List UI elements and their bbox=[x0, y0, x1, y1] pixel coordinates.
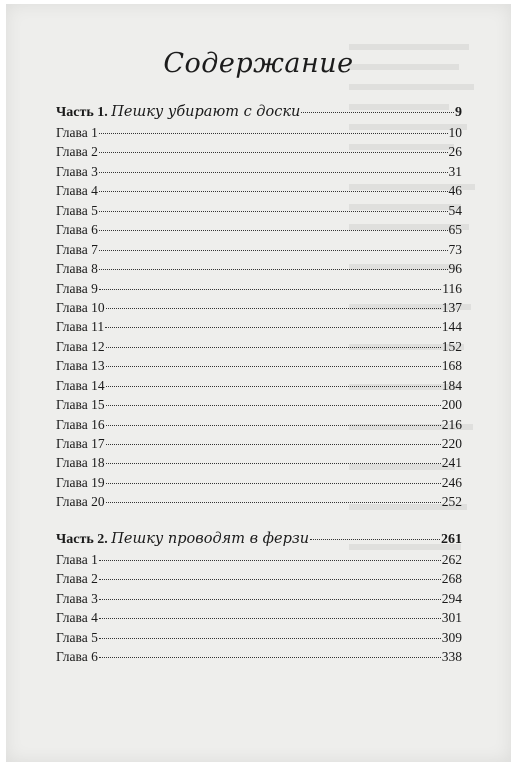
toc-chapter-row[interactable] bbox=[56, 492, 462, 511]
chapter-page-number: 46 bbox=[448, 183, 462, 199]
chapter-page-number: 31 bbox=[448, 163, 462, 179]
chapter-page-number: 220 bbox=[441, 436, 462, 451]
toc-chapter-row[interactable] bbox=[56, 317, 462, 336]
toc-chapter-row[interactable] bbox=[56, 608, 462, 627]
dot-leader bbox=[99, 599, 441, 600]
chapter-page-number: 184 bbox=[441, 377, 462, 393]
dot-leader bbox=[106, 502, 441, 503]
chapter-page-number: 301 bbox=[441, 610, 462, 626]
chapter-page-number: 116 bbox=[442, 280, 462, 296]
chapter-page-number: 338 bbox=[441, 649, 462, 665]
toc-chapter-row[interactable] bbox=[56, 647, 462, 666]
toc-chapter-row[interactable] bbox=[56, 356, 462, 375]
chapter-label: Глава 16 bbox=[56, 416, 105, 432]
chapter-label: Глава 3 bbox=[56, 590, 98, 606]
toc-chapter-row[interactable] bbox=[56, 279, 462, 298]
chapter-page-number: 10 bbox=[448, 125, 462, 140]
part-title: Пешку убирают с доски bbox=[111, 104, 301, 120]
chapter-page-number: 246 bbox=[441, 474, 462, 490]
toc-chapter-row[interactable] bbox=[56, 298, 462, 317]
chapter-page-number: 216 bbox=[441, 416, 462, 432]
toc-chapter-row[interactable] bbox=[56, 201, 462, 220]
dot-leader bbox=[310, 539, 440, 540]
chapter-page-number: 65 bbox=[448, 222, 462, 238]
chapter-label: Глава 19 bbox=[56, 474, 105, 490]
chapter-page-number: 137 bbox=[441, 299, 462, 315]
toc-chapter-row[interactable] bbox=[56, 123, 462, 142]
dot-leader bbox=[99, 618, 441, 619]
book-page bbox=[6, 4, 511, 762]
chapter-page-number: 73 bbox=[448, 241, 462, 257]
dot-leader bbox=[106, 483, 441, 484]
part-page-number: 9 bbox=[455, 105, 462, 120]
dot-leader bbox=[105, 327, 441, 328]
chapter-label: Глава 11 bbox=[56, 319, 105, 335]
chapter-label: Глава 5 bbox=[56, 629, 98, 645]
dot-leader bbox=[99, 269, 448, 270]
chapter-label: Глава 3 bbox=[56, 163, 98, 179]
dot-leader bbox=[106, 386, 441, 387]
chapter-page-number: 144 bbox=[441, 319, 462, 335]
chapter-label: Глава 6 bbox=[56, 222, 98, 238]
chapter-label: Глава 14 bbox=[56, 377, 105, 393]
chapter-page-number: 200 bbox=[441, 397, 462, 413]
dot-leader bbox=[99, 172, 448, 173]
chapter-page-number: 268 bbox=[441, 571, 462, 587]
dot-leader bbox=[301, 112, 454, 113]
toc-chapter-row[interactable] bbox=[56, 259, 462, 278]
dot-leader bbox=[106, 366, 441, 367]
chapter-page-number: 168 bbox=[441, 358, 462, 374]
chapter-label: Глава 4 bbox=[56, 610, 98, 626]
chapter-label: Глава 9 bbox=[56, 280, 98, 296]
chapter-page-number: 241 bbox=[441, 455, 462, 471]
dot-leader bbox=[99, 133, 448, 134]
part-label bbox=[56, 102, 300, 123]
dot-leader bbox=[99, 657, 441, 658]
chapter-label: Глава 5 bbox=[56, 202, 98, 218]
dot-leader bbox=[99, 152, 448, 153]
toc-chapter-row[interactable] bbox=[56, 240, 462, 259]
chapter-label: Глава 7 bbox=[56, 241, 98, 257]
toc-chapter-row[interactable] bbox=[56, 589, 462, 608]
chapter-page-number: 96 bbox=[448, 261, 462, 277]
chapter-page-number: 252 bbox=[441, 494, 462, 510]
chapter-page-number: 152 bbox=[441, 338, 462, 354]
dot-leader bbox=[106, 405, 441, 406]
toc-chapter-row[interactable] bbox=[56, 337, 462, 356]
toc-chapter-row[interactable] bbox=[56, 569, 462, 588]
toc-chapter-list bbox=[56, 123, 462, 512]
toc-chapter-row[interactable] bbox=[56, 376, 462, 395]
chapter-page-number: 54 bbox=[448, 202, 462, 218]
toc-chapter-row[interactable] bbox=[56, 434, 462, 453]
toc-chapter-row[interactable] bbox=[56, 415, 462, 434]
toc-part-2 bbox=[56, 529, 462, 667]
chapter-label: Глава 13 bbox=[56, 358, 105, 374]
chapter-label: Глава 1 bbox=[56, 552, 98, 567]
toc-chapter-row[interactable] bbox=[56, 473, 462, 492]
dot-leader bbox=[106, 308, 441, 309]
dot-leader bbox=[106, 347, 441, 348]
page-title: Содержание bbox=[163, 48, 354, 79]
dot-leader bbox=[99, 250, 448, 251]
chapter-label: Глава 6 bbox=[56, 649, 98, 665]
toc-part-1 bbox=[56, 102, 462, 512]
dot-leader bbox=[99, 579, 441, 580]
dot-leader bbox=[99, 638, 441, 639]
chapter-label: Глава 2 bbox=[56, 144, 98, 160]
dot-leader bbox=[106, 425, 441, 426]
dot-leader bbox=[99, 230, 448, 231]
toc-part-heading[interactable] bbox=[56, 529, 462, 550]
dot-leader bbox=[106, 444, 441, 445]
part-page-number: 261 bbox=[441, 532, 462, 547]
toc-chapter-row[interactable] bbox=[56, 453, 462, 472]
dot-leader bbox=[99, 211, 448, 212]
part-prefix: Часть 1. bbox=[56, 105, 108, 120]
chapter-label: Глава 18 bbox=[56, 455, 105, 471]
chapter-page-number: 26 bbox=[448, 144, 462, 160]
toc-chapter-row[interactable] bbox=[56, 162, 462, 181]
toc-chapter-row[interactable] bbox=[56, 181, 462, 200]
toc-chapter-row[interactable] bbox=[56, 550, 462, 569]
chapter-label: Глава 20 bbox=[56, 494, 105, 510]
toc-chapter-row[interactable] bbox=[56, 220, 462, 239]
part-prefix: Часть 2. bbox=[56, 532, 108, 547]
dot-leader bbox=[99, 289, 441, 290]
toc-chapter-row[interactable] bbox=[56, 628, 462, 647]
chapter-label: Глава 17 bbox=[56, 436, 105, 451]
chapter-label: Глава 8 bbox=[56, 261, 98, 277]
chapter-page-number: 262 bbox=[441, 552, 462, 567]
toc-chapter-row[interactable] bbox=[56, 395, 462, 414]
toc-chapter-list bbox=[56, 550, 462, 667]
chapter-page-number: 309 bbox=[441, 629, 462, 645]
chapter-label: Глава 2 bbox=[56, 571, 98, 587]
chapter-label: Глава 1 bbox=[56, 125, 98, 140]
dot-leader bbox=[99, 560, 441, 561]
chapter-page-number: 294 bbox=[441, 590, 462, 606]
chapter-label: Глава 4 bbox=[56, 183, 98, 199]
chapter-label: Глава 10 bbox=[56, 299, 105, 315]
toc-chapter-row[interactable] bbox=[56, 142, 462, 161]
dot-leader bbox=[99, 191, 448, 192]
toc-part-heading[interactable] bbox=[56, 102, 462, 123]
chapter-label: Глава 15 bbox=[56, 397, 105, 413]
part-label bbox=[56, 529, 309, 550]
dot-leader bbox=[106, 463, 441, 464]
chapter-label: Глава 12 bbox=[56, 338, 105, 354]
part-title: Пешку проводят в ферзи bbox=[111, 531, 310, 547]
